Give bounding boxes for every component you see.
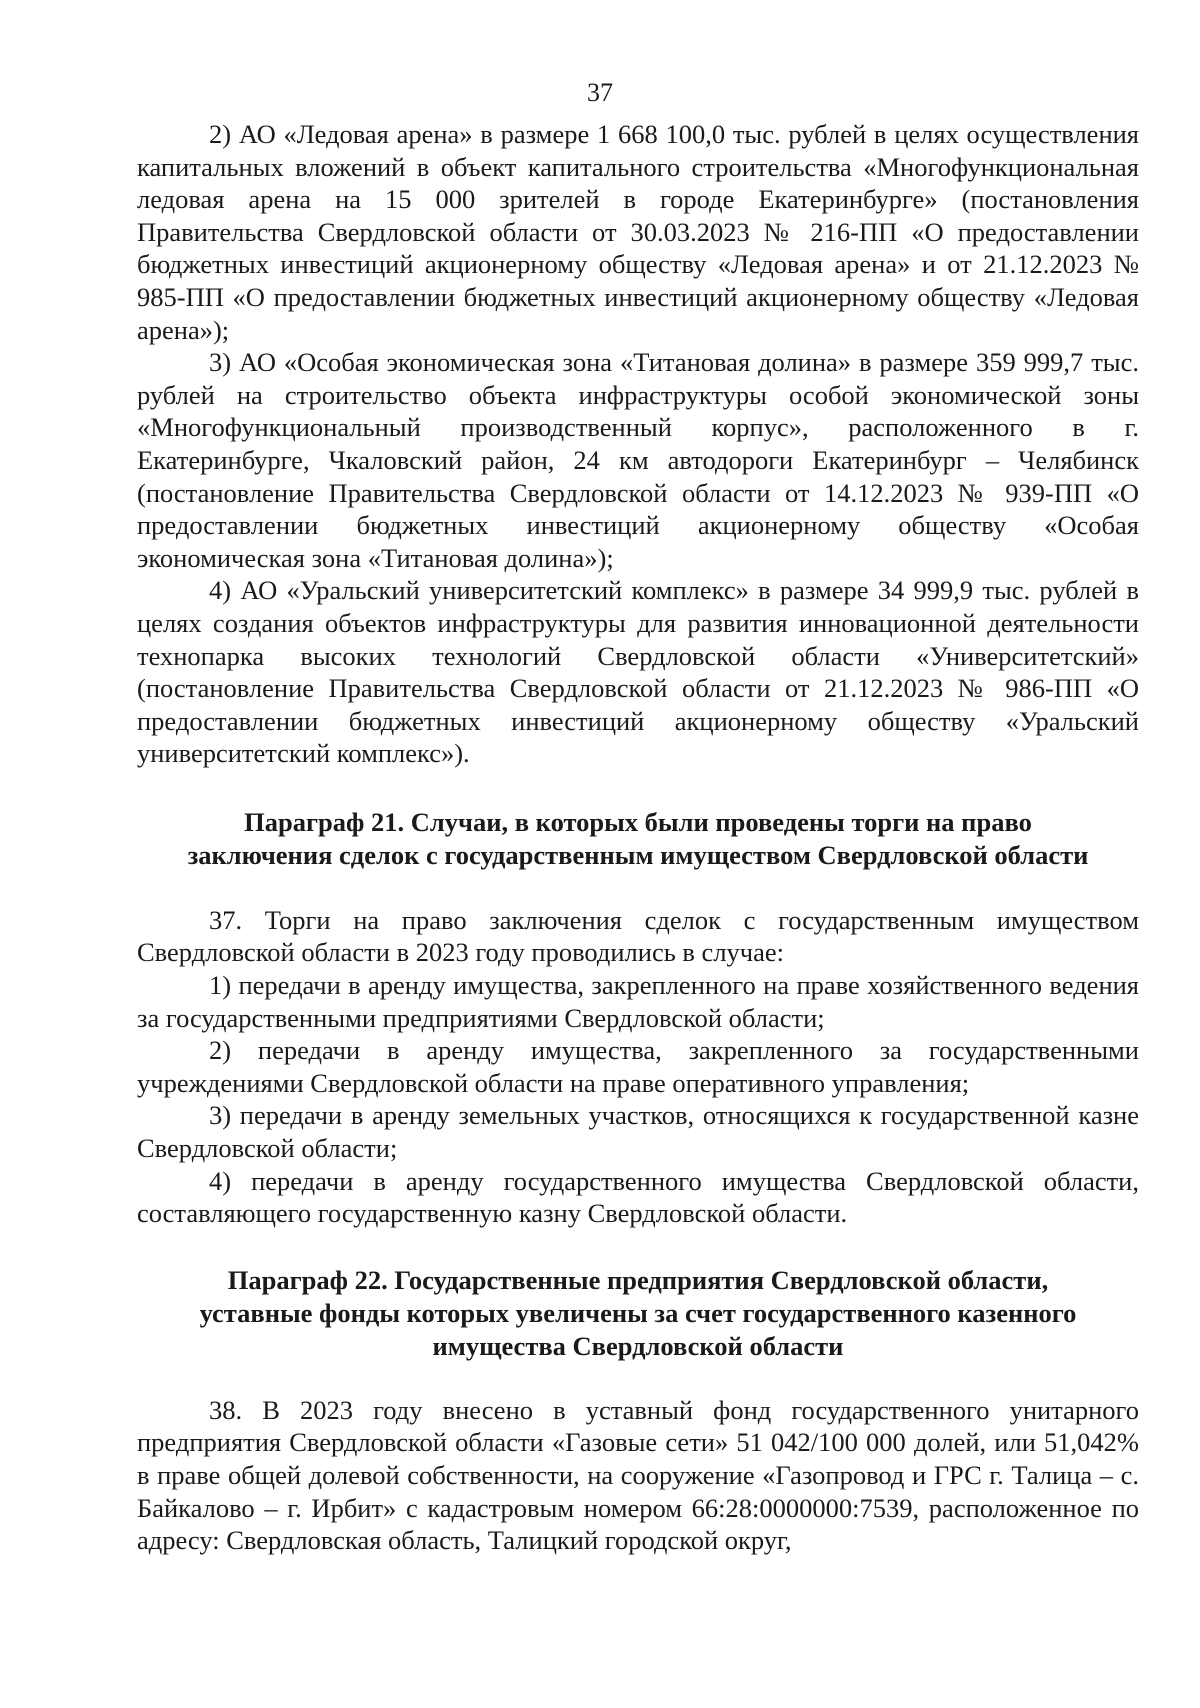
paragraph-38: 38. В 2023 году внесено в уставный фонд государственного унитарного предприятия Свердловской области «Газовые сети» 51 042/100 000 долей, или 51,042% в праве общей долевой собственности, на сооружение «Газопровод и ГРС г. Талица – с. Байкалово – г. Ирбит» с кадастровым номером 66:28:0000000:7539, расположенное по адресу: Свердловская область, Талицкий городской округ,	[137, 1394, 1139, 1556]
section-heading-21-line1: Параграф 21. Случаи, в которых были проведены торги на право	[244, 806, 1032, 837]
section-heading-22-line1: Параграф 22. Государственные предприятия Свердловской области,	[227, 1264, 1049, 1295]
paragraph-item-2-ice-arena: 2) АО «Ледовая арена» в размере 1 668 100,0 тыс. рублей в целях осуществления капитальных вложений в объект капитального строительства «Многофункциональная ледовая арена на 15 000 зрителей в городе Екатеринбурге» (постановления Правительства Свердловской области от 30.03.2023 № 216-ПП «О предоставлении бюджетных инвестиций акционерному обществу «Ледовая арена» и от 21.12.2023 № 985-ПП «О предоставлении бюджетных инвестиций акционерному обществу «Ледовая арена»);	[137, 119, 1139, 345]
paragraph-37-item-3: 3) передачи в аренду земельных участков, относящихся к государственной казне Свердловской области;	[137, 1100, 1139, 1164]
paragraph-37: 37. Торги на право заключения сделок с государственным имуществом Свердловской области в 2023 году проводились в случае:	[137, 904, 1139, 968]
document-body	[137, 118, 1139, 1557]
paragraph-37-item-4: 4) передачи в аренду государственного имущества Свердловской области, составляющего государственную казну Свердловской области.	[137, 1165, 1139, 1229]
paragraph-37-item-1: 1) передачи в аренду имущества, закрепленного на праве хозяйственного ведения за государственными предприятиями Свердловской области;	[137, 970, 1139, 1033]
section-heading-21-line2: заключения сделок с государственным имуществом Свердловской области	[187, 839, 1089, 870]
paragraph-item-3-titanium-valley: 3) АО «Особая экономическая зона «Титановая долина» в размере 359 999,7 тыс. рублей на строительство объекта инфраструктуры особой экономической зоны «Многофункциональный производственный корпус», расположенного в г. Екатеринбурге, Чкаловский район, 24 км автодороги Екатеринбург – Челябинск (постановление Правительства Свердловской области от 14.12.2023 № 939-ПП «О предоставлении бюджетных инвестиций акционерному обществу «Особая экономическая зона «Титановая долина»);	[137, 347, 1139, 573]
section-heading-22	[137, 1264, 1139, 1363]
paragraph-item-4-ural-university-complex: 4) АО «Уральский университетский комплекс» в размере 34 999,9 тыс. рублей в целях создания объектов инфраструктуры для развития инновационной деятельности технопарка высоких технологий Свердловской области «Университетский» (постановление Правительства Свердловской области от 21.12.2023 № 986-ПП «О предоставлении бюджетных инвестиций акционерному обществу «Уральский университетский комплекс»).	[137, 575, 1139, 769]
paragraph-37-item-2: 2) передачи в аренду имущества, закрепленного за государственными учреждениями Свердловской области на праве оперативного управления;	[137, 1035, 1139, 1098]
section-heading-22-line2: уставные фонды которых увеличены за счет государственного казенного	[199, 1297, 1077, 1328]
section-heading-21	[137, 806, 1139, 872]
section-heading-22-line3: имущества Свердловской области	[432, 1330, 844, 1361]
page-number: 37	[587, 78, 613, 107]
